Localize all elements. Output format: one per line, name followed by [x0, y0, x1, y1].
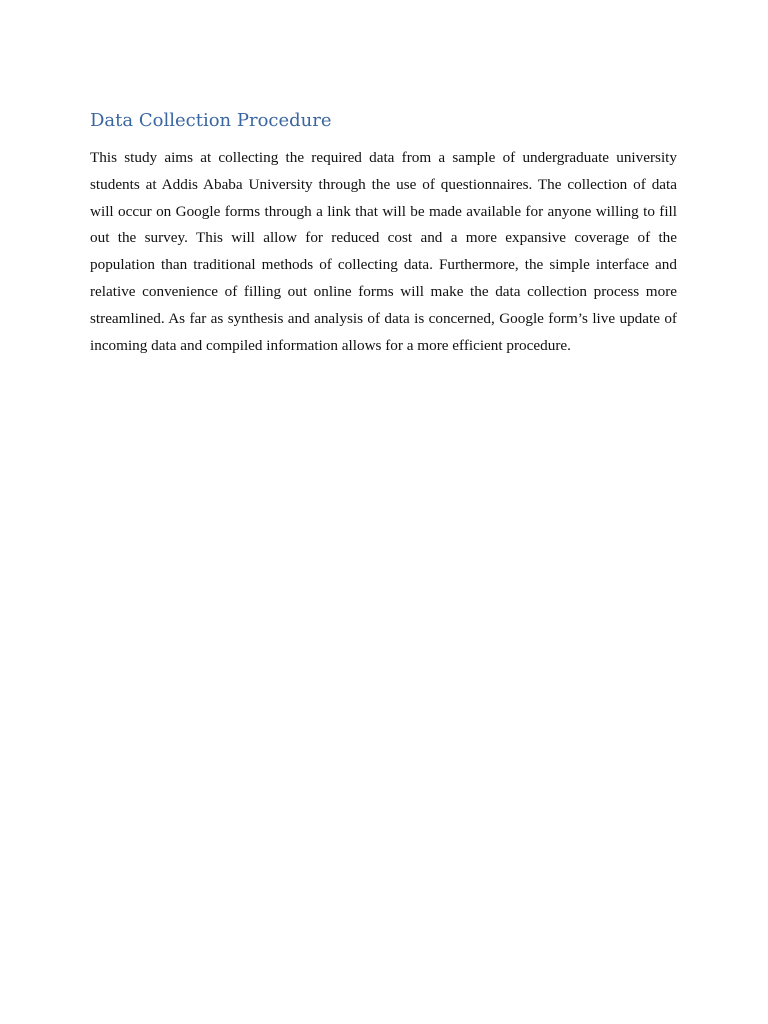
section-heading: Data Collection Procedure	[90, 110, 332, 131]
section-paragraph: This study aims at collecting the required data from a sample of undergraduate university students at Addis Ababa University through the use of questionnaires. The collection of data will occur on Google forms through a link that will be made available for anyone willing to fill out the survey. This will allow for reduced cost and a more expansive coverage of the population than traditional methods of collecting data. Furthermore, the simple interface and relative convenience of filling out online forms will make the data collection process more streamlined. As far as synthesis and analysis of data is concerned, Google form’s live update of incoming data and compiled information allows for a more efficient procedure.	[90, 149, 677, 354]
document-body	[90, 106, 677, 359]
